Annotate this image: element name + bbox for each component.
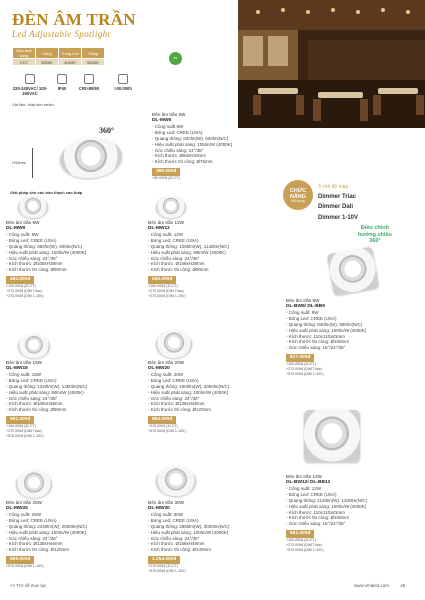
lamp-image-square-9w [327, 246, 380, 295]
adjustable-line2: hướng chiếu [358, 231, 392, 238]
product-spec: - Góc chiếu sáng: 24°/38° [152, 147, 204, 153]
product-subprice: +570.000đ (DIM 1-10V) [6, 433, 44, 438]
function-list [318, 184, 358, 226]
adjustable-note [358, 225, 392, 245]
product-card [6, 360, 136, 438]
product-title: Đèn âm trần 6W [152, 112, 186, 117]
product-subprice: +270.000đ (DIM 1-10V) [148, 293, 186, 298]
product-card [152, 112, 262, 181]
product-spec: - Hiệu suất phát sáng: 100lm/W (4000K) [286, 503, 367, 509]
lamp-image-25w [16, 470, 52, 498]
material-note: Vật liệu: Hợp kim nhôm [12, 102, 54, 107]
product-spec: - Quang thông: 840lm(W), 900lm(N/C) [286, 321, 363, 327]
warranty-badge-icon: 3Y [169, 52, 182, 65]
product-spec: - Quang thông: 2440lm(W), 2500lm(N/C) [6, 523, 88, 529]
product-spec: - Kích thước thi công: Ø75mm [152, 159, 213, 165]
product-spec: - Kích thước thi công: Ø90mm [6, 407, 67, 413]
price-badge: 909.000đ [6, 556, 34, 564]
ct-label-1: Vàng [36, 48, 59, 59]
product-spec: - Kích thước: Ø60xH33mm [152, 153, 206, 159]
product-subprice: +90.000đ (3CCT) [152, 176, 180, 181]
back-to-toc-link[interactable]: << Trở về mục lục [10, 583, 47, 588]
product-card [286, 298, 416, 376]
product-spec: - Hiệu suất phát sáng: 95lm/W (4000K) [148, 249, 226, 255]
product-subprice: +270.000đ (DIM Triac) [6, 429, 42, 434]
product-title: Đèn âm trần 9W [6, 220, 40, 225]
product-card [6, 220, 136, 298]
product-spec: - Hiệu suất phát sáng: 100lm/W (4000K) [6, 249, 87, 255]
product-spec: - Kích thước: Ø138xH46mm [148, 401, 205, 407]
page-title: ĐÈN ÂM TRẦN [12, 10, 136, 29]
product-spec: - Góc chiếu sáng: 24°/38° [6, 255, 58, 261]
product-spec: - Kích thước thi công: Ø90mm [6, 267, 67, 273]
product-spec: - Công suất 6W [152, 124, 184, 130]
product-subprice: +570.000đ (DIM 1-10V) [148, 429, 186, 434]
product-spec: - Kích thước thi công: Ø140mm [148, 547, 211, 553]
product-spec: - Hiệu suất phát sáng: 105lm/W (4000K) [152, 141, 233, 147]
lamp-image-square-12w [304, 410, 360, 462]
product-spec: - Bóng Led: CREE (USA) [6, 238, 57, 244]
product-subprice: +160.000đ (3CCT) [148, 284, 178, 289]
price-badge: 864.000đ [148, 416, 176, 424]
product-spec: - Kích thước: Ø108xH38mm [6, 261, 63, 267]
product-spec: - Bóng Led: CREE (USA) [286, 492, 337, 498]
adjustable-line1: Điều chỉnh [360, 225, 389, 231]
product-spec: - Bóng Led: CREE (USA) [148, 238, 199, 244]
product-title: Đèn âm trần 12W [286, 474, 322, 479]
lamp-image-9w [18, 196, 48, 218]
product-title: Đèn âm trần 9W [286, 298, 320, 303]
restaurant-photo [238, 0, 425, 128]
product-subprice: +270.000đ (DIM Triac) [148, 289, 184, 294]
product-spec: - Kích thước thi công: Ø100mm [286, 515, 349, 521]
website-link[interactable]: www.vmaled.com [354, 583, 390, 588]
product-spec: - Quang thông: 1080lm(W), 1140lm(N/C) [148, 243, 229, 249]
rotation-angle: 360° [99, 126, 115, 135]
product-title: Đèn âm trần 30W [148, 500, 184, 505]
product-spec: - Hiệu suất phát sáng: 100lm/W (4000K) [286, 327, 367, 333]
price-badge: 385.000đ [152, 168, 180, 176]
product-code: DL-MW12 [148, 225, 170, 231]
product-spec: - Kích thước: Ø108xH38mm [148, 261, 205, 267]
price-badge: 1.254.000đ [148, 556, 180, 564]
product-spec: - Bóng Led: CREE (USA) [6, 378, 57, 384]
life-spec [110, 74, 136, 91]
product-spec: - Công suất: 25W [6, 512, 42, 518]
product-spec: - Hiệu suất phát sáng: 100lm/W (4000K) [6, 529, 87, 535]
product-spec: - Kích thước thi công: Ø120mm [148, 407, 211, 413]
height-label: H33mm [12, 160, 27, 165]
product-subprice: +570.000đ (DIM 1-10V) [6, 564, 44, 569]
ct-value-2: 4000K [59, 59, 82, 66]
product-spec: - Bóng Led: CREE (USA) [152, 130, 203, 136]
price-badge: 851.000đ [286, 530, 314, 538]
product-spec: - Góc chiếu sáng: 15°/24°/38° [286, 521, 346, 527]
product-subprice: +270.000đ (3CCT) [148, 564, 178, 569]
product-title: Đèn âm trần 25W [6, 500, 42, 505]
price-badge: 484.000đ [6, 276, 34, 284]
product-card [148, 220, 278, 298]
function-line2: NĂNG [289, 194, 307, 201]
water-drop-icon [57, 74, 67, 84]
product-spec: - Góc chiếu sáng: 15°/24°/38° [286, 345, 346, 351]
clock-icon [118, 74, 128, 84]
product-subprice: +570.000đ (DIM 1-10V) [148, 569, 186, 574]
ct-value-1: 3000K [36, 59, 59, 66]
product-spec: - Hiệu suất phát sáng: 100lm/W (4000K) [148, 529, 229, 535]
product-spec: - Quang thông: 1900lm(W), 2000lm(N/C) [148, 383, 230, 389]
page-number: 45 [400, 583, 406, 588]
product-code: DL-BW9/ DL-BB9 [286, 303, 325, 309]
product-title: Đèn âm trần 15W [6, 360, 42, 365]
solution-text: Giải pháp cho các trần thạch cao thấp [10, 190, 83, 195]
product-subprice: +160.000đ (3CCT) [6, 424, 36, 429]
product-spec: - Công suất: 12W [148, 232, 184, 238]
product-title: Đèn âm trần 12W [148, 220, 184, 225]
product-spec: - Công suất: 30W [148, 512, 184, 518]
product-spec: - Góc chiếu sáng: 24°/38° [148, 255, 200, 261]
product-code: DL-BW12/ DL-BB12 [286, 479, 331, 485]
product-spec: - Quang thông: 1120lm(W), 1200lm(N/C) [286, 497, 367, 503]
product-card [148, 500, 278, 574]
height-dimension-line [32, 148, 33, 178]
product-code: DL-MW25 [6, 505, 28, 511]
product-card [148, 360, 278, 434]
product-spec: - Kích thước thi công: Ø120mm [6, 547, 69, 553]
product-spec: - Quang thông: 1320lm(W), 1350lm(N/C) [6, 383, 88, 389]
product-spec: - Quang thông: 850lm(W), 900lm(N/C) [6, 243, 83, 249]
product-spec: - Kích thước thi công: Ø100mm [286, 339, 349, 345]
lamp-image-12w [156, 196, 186, 218]
function-badge [283, 180, 313, 210]
function-line3: Bổ sung [291, 199, 305, 204]
hero-lamp-image [58, 135, 124, 181]
product-spec: - Kích thước: Ø138xH46mm [6, 541, 63, 547]
product-spec: - Công suất: 9W [286, 310, 319, 316]
product-spec: - Công suất: 20W [148, 372, 184, 378]
product-spec: - Bóng Led: CREE (USA) [148, 378, 199, 384]
product-spec: - Kích thước: Ø108xH38mm [6, 401, 63, 407]
price-badge: 561.000đ [6, 416, 34, 424]
voltage-text: 220-240VAC/ 100-260VAC [12, 86, 48, 97]
product-code: DL-MW15 [6, 365, 28, 371]
product-title: Đèn âm trần 20W [148, 360, 184, 365]
product-subprice: +270.000đ (DIM Triac) [286, 367, 322, 372]
voltage-spec [12, 74, 48, 97]
product-spec: - Bóng Led: CREE (USA) [286, 316, 337, 322]
product-code: DL-MW9 [6, 225, 26, 231]
product-spec: - Quang thông: 620lm(W), 620lm(N/C) [152, 135, 229, 141]
product-spec: - Bóng Led: CREE (USA) [148, 518, 199, 524]
ct-value-3: 6500K [82, 59, 105, 66]
product-card [6, 500, 136, 569]
product-spec: - Quang thông: 2850lm(W), 3000lm(N/C) [148, 523, 230, 529]
function-intro: 3 chế độ màu [318, 184, 349, 190]
ip-spec [54, 74, 70, 91]
product-subprice: +100.000đ (3CCT) [286, 362, 316, 367]
product-spec: - Kích thước thi công: Ø90mm [148, 267, 209, 273]
lamp-image-30w [156, 466, 196, 496]
ip-text: IP40 [57, 86, 67, 91]
product-subprice: +270.000đ (DIM 1-10V) [6, 293, 44, 298]
product-subprice: +310.000đ (3CCT) [148, 424, 178, 429]
product-spec: - Công suất: 15W [6, 372, 42, 378]
cri-spec [76, 74, 102, 91]
cri-icon [84, 74, 94, 84]
product-code: DL-MW20 [148, 365, 170, 371]
product-code: DL-MW6 [152, 117, 172, 123]
product-subprice: +570.000đ (DIM 1-10V) [286, 371, 324, 376]
page-subtitle: Led Adjustable Spotlight [12, 29, 111, 39]
product-code: DL-MW30 [148, 505, 170, 511]
ct-value-0: CCT [13, 59, 36, 66]
function-item-2: Dimmer 1-10V [318, 215, 359, 222]
ct-label-0: Màu ánh sáng [13, 48, 36, 59]
function-line1: CHỨC [289, 188, 307, 194]
adjustable-line3: 360° [369, 238, 381, 245]
lamp-image-20w [156, 330, 192, 358]
price-badge: 817.000đ [286, 354, 314, 362]
ct-label-2: Trung tính [59, 48, 82, 59]
footer-site [354, 583, 405, 589]
product-spec: - Bóng Led: CREE (USA) [6, 518, 57, 524]
product-spec: - Góc chiếu sáng: 24°/38° [6, 535, 58, 541]
product-spec: - Công suất: 12W [286, 486, 322, 492]
product-subprice: +100.000đ (3CCT) [6, 284, 36, 289]
product-card [286, 474, 416, 552]
product-spec: - Hiệu suất phát sáng: 90lm/W (4000K) [6, 389, 84, 395]
product-spec: - Hiệu suất phát sáng: 100lm/W (4000K) [148, 389, 229, 395]
life-text: >30.000h [114, 86, 132, 91]
product-spec: - Góc chiếu sáng: 24°/38° [148, 535, 200, 541]
product-spec: - Góc chiếu sáng: 24°/38° [148, 395, 200, 401]
product-subprice: +100.000đ (3CCT) [286, 538, 316, 543]
product-spec: - Công suất: 9W [6, 232, 39, 238]
product-spec: - Góc chiếu sáng: 24°/38° [6, 395, 58, 401]
ct-label-3: Trắng [82, 48, 105, 59]
lamp-image-15w [18, 334, 50, 358]
product-spec: - Kích thước: Ø158xH49mm [148, 541, 205, 547]
product-spec: - Kích thước: 110x110x81mm [286, 333, 345, 339]
color-temperature-table [12, 47, 105, 66]
price-badge: 506.000đ [148, 276, 176, 284]
cri-text: CRI>80/90 [78, 86, 100, 91]
product-subprice: +270.000đ (DIM Triac) [6, 289, 42, 294]
function-item-0: Dimmer Triac [318, 193, 357, 200]
product-subprice: +270.000đ (DIM Triac) [286, 543, 322, 548]
plug-icon [25, 74, 35, 84]
function-item-1: Dimmer Dali [318, 204, 354, 211]
product-subprice: +570.000đ (DIM 1-10V) [286, 547, 324, 552]
product-spec: - Kích thước: 110x110x81mm [286, 509, 345, 515]
